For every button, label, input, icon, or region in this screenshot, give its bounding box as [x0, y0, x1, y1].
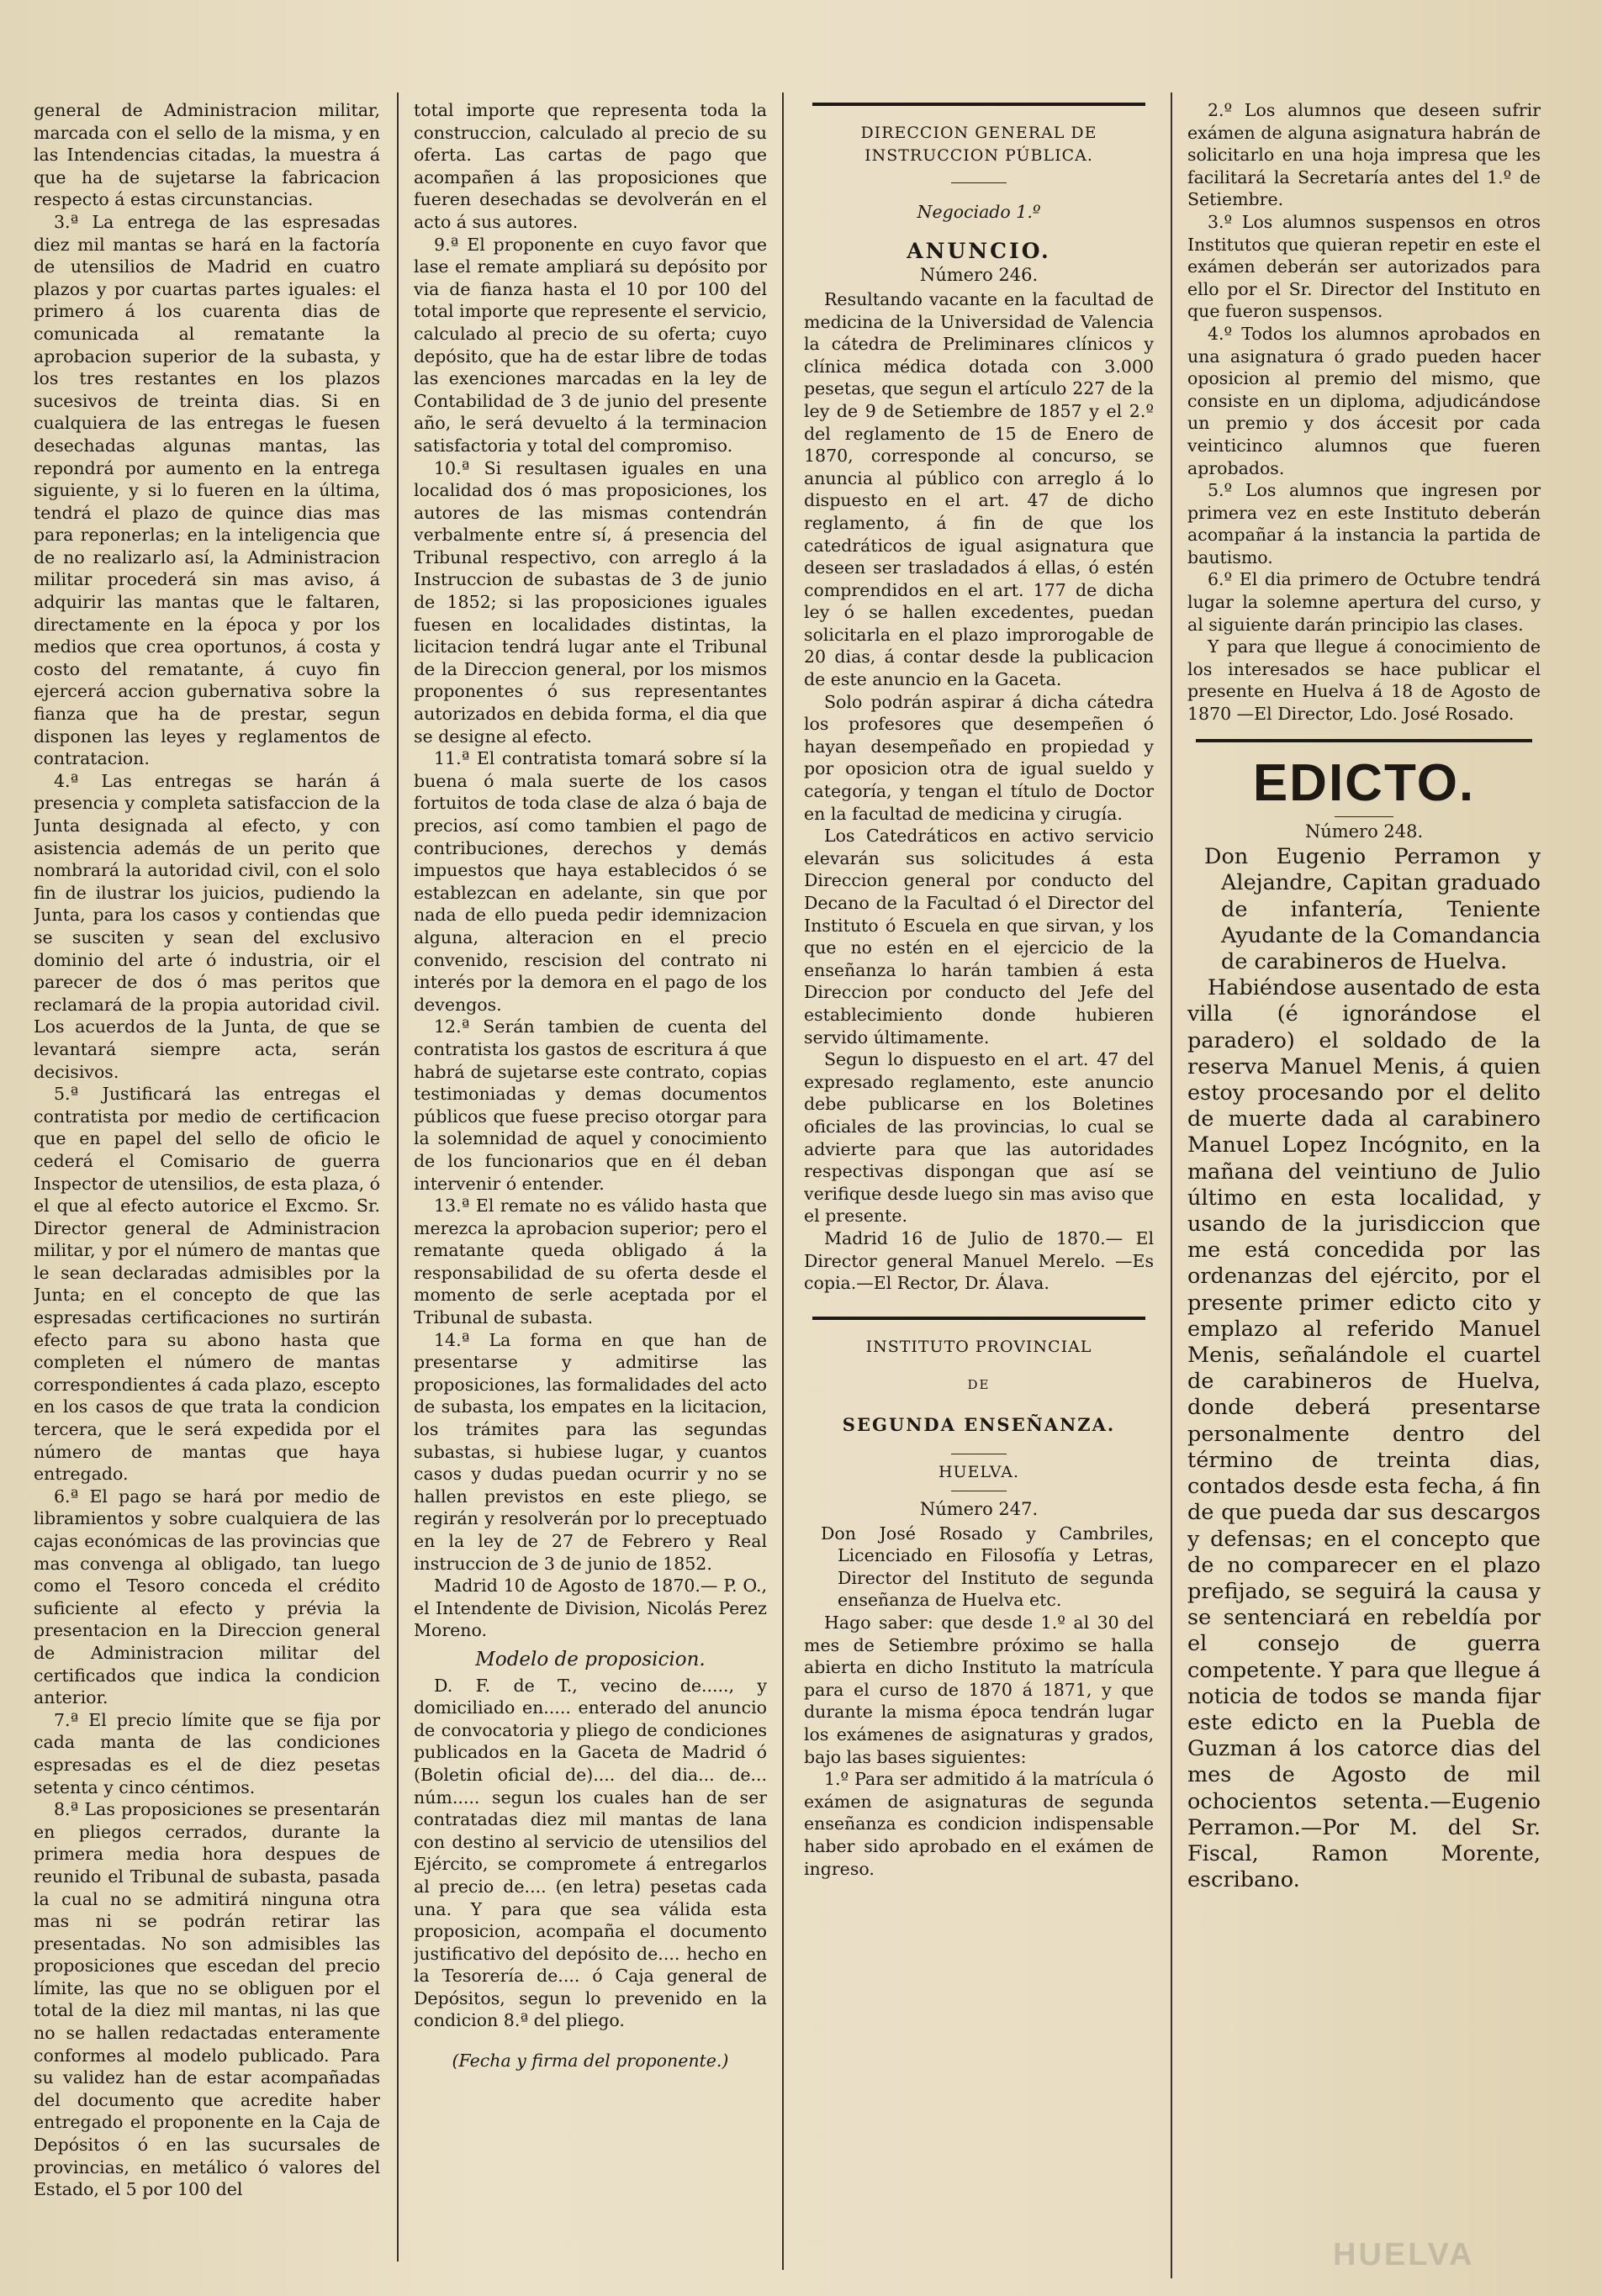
institute-title: INSTITUTO PROVINCIAL — [865, 1337, 1092, 1356]
paragraph: 9.ª El proponente en cuyo favor que lase el remate ampliará su depósito por via de fianza hasta el 10 por 100 del total importe que represente el servicio, calculado al precio de su oferta; cuyo depósito, que ha de estar libre de todas las exenciones marcadas en la ley de Contabilidad de 3 de junio del presente año, le será devuelto á la terminacion satisfactoria y total del compromiso. — [414, 234, 767, 456]
paragraph: 12.ª Serán tambien de cuenta del contratista los gastos de escritura á que habrá de sujetarse este contrato, copias testimoniadas y demas documentos públicos que fuese preciso otorgar para la solemnidad de aquel y conocimiento de los funcionarios que en él deban intervenir ó entender. — [414, 1016, 767, 1194]
paragraph: 7.ª El precio límite que se fija por cada manta de las condiciones espresadas es el de diez pesetas setenta y cinco céntimos. — [34, 1709, 380, 1797]
edicto-title: EDICTO. — [1252, 753, 1476, 812]
paragraph: total importe que representa toda la construccion, calculado al precio de su oferta. Las cartas de pago que acompañen á las proposiciones que fueren desechadas se devolverán en el acto á sus autores. — [414, 100, 767, 232]
paragraph: 5.º Los alumnos que ingresen por primera vez en este Instituto deberán acompañar á la instancia la partida de bautismo. — [1187, 480, 1541, 567]
paragraph: Madrid 16 de Julio de 1870.— El Director general Manuel Merelo. —Es copia.—El Rector, Dr. Álava. — [804, 1227, 1154, 1294]
date-line: Madrid 10 de Agosto de 1870.— P. O., el Intendente de Division, Nicolás Perez Moreno. — [414, 1576, 767, 1641]
paragraph: 11.ª El contratista tomará sobre sí la buena ó mala suerte de los casos fortuitos de toda clase de alza ó baja de precios, así como tambien el pago de contribuciones, derechos y demás impuestos que haya establecidos ó se establezcan en adelante, sin que por nada de ello pueda pedir idemnizacion alguna, alteracion en el precio convenido, rescision del contrato ni interés por la demora en el pago de los devengos. — [414, 748, 767, 1015]
paragraph: 4.º Todos los alumnos aprobados en una asignatura ó grado pueden hacer oposicion al premio del mismo, que consiste en un diploma, adjudicándose un premio y dos áccesit por cada veinticinco alumnos que fueren aprobados. — [1187, 323, 1541, 478]
paragraph: 8.ª Las proposiciones se presentarán en pliegos cerrados, durante la primera media hora despues de reunido el Tribunal de subasta, pasada la cual no se admitirá ninguna otra mas ni se podrán retirar las presentadas. No son admisibles las proposiciones que escedan del precio límite, las que no se obliguen por el total de la diez mil mantas, ni las que no se hallen redactadas enteramente conformes al modelo publicado. Para su validez han de estar acompañadas del documento que acredite haber entregado el proponente en la Caja de Depósitos ó en las sucursales de provincias, en metálico ó valores del Estado, el 5 por 100 del — [34, 1799, 380, 2200]
paragraph: 6.º El dia primero de Octubre tendrá lugar la solemne apertura del curso, y al siguiente darán principio las clases. — [1187, 569, 1541, 635]
section-rule — [1196, 739, 1532, 742]
paragraph: 5.ª Justificará las entregas el contratista por medio de certificacion que en papel del sello de oficio le cederá el Comisario de guerra Inspector de utensilios, de esta plaza, ó el que al efecto autorice el Excmo. Sr. Director general de Administracion militar, y por el número de mantas que le sean declaradas admisibles por la Junta; en el concepto de que las espresadas certificaciones no surtirán efecto para su abono hasta que completen el número de mantas correspondientes á cada plazo, escepto en los casos de que trata la condicion tercera, que le será expedida por el número de mantas que haya entregado. — [34, 1084, 380, 1485]
paragraph: 4.ª Las entregas se harán á presencia y completa satisfaccion de la Junta designada al efecto, y con asistencia además de un perito que nombrará la autoridad civil, con el solo fin de ilustrar los juicios, pudiendo la Junta, para los casos y contiendas que se susciten y sean del exclusivo dominio del arte ó industria, oir el parecer de dos ó mas peritos que reclamará de la propia autoridad civil. Los acuerdos de la Junta, de que se levantará siempre acta, serán decisivos. — [34, 770, 380, 1082]
paragraph: 1.º Para ser admitido á la matrícula ó exámen de asignaturas de segunda enseñanza es condicion indispensable haber sido aprobado en el exámen de ingreso. — [804, 1769, 1154, 1879]
paragraph: Hago saber: que desde 1.º al 30 del mes de Setiembre próximo se halla abierta en dicho Instituto la matrícula para el curso de 1870 á 1871, y que durante la misma época tendrán lugar los exámenes de asignaturas y grados, bajo las bases siguientes: — [804, 1612, 1154, 1767]
anuncio-title: ANUNCIO. — [907, 238, 1051, 263]
column-4 — [1187, 99, 1541, 2251]
paragraph: Solo podrán aspirar á dicha cátedra los profesores que desempeñen ó hayan desempeñado en propiedad y por oposicion otra de igual sueldo y categoría, y tengan el título de Doctor en la facultad de medicina y cirugía. — [804, 691, 1154, 824]
paragraph: 14.ª La forma en que han de presentarse y admitirse las proposiciones, las formalidades del acto de subasta, los empates en la licitacion, los trámites para las segundas subastas, si hubiese lugar, y cuantos casos y dudas puedan ocurrir y no se hallen previstos en este pliego, se regirán y resolverán por lo preceptuado en la ley de 27 de Febrero y Real instruccion de 3 de junio de 1852. — [414, 1329, 767, 1574]
paragraph: 10.ª Si resultasen iguales en una localidad dos ó mas proposiciones, los autores de las mismas contendrán verbalmente entre sí, á presencia del Tribunal respectivo, con arreglo á la Instruccion de subastas de 3 de junio de 1852; si las proposiciones iguales fuesen en localidades distintas, la licitacion tendrá lugar ante el Tribunal de la Direccion general, por los mismos proponentes ó sus representantes autorizados en debida forma, el dia que se designe al efecto. — [414, 457, 767, 747]
modelo-signature: (Fecha y firma del proponente.) — [452, 2050, 729, 2071]
paragraph: 3.º Los alumnos suspensos en otros Institutos que quieran repetir en este el exámen deberán ser autorizados para ello por el Sr. Director del Instituto en que fueron suspensos. — [1187, 211, 1541, 322]
numero: Número 247. — [919, 1499, 1039, 1520]
paragraph: 3.ª La entrega de las espresadas diez mil mantas se hará en la factoría de utensilios de Madrid en cuatro plazos y por cuartas partes iguales: el primero á los cuarenta dias de comunicada al rematante la aprobacion superior de la subasta, y los tres restantes en los plazos sucesivos de treinta dias. Si en cualquiera de las entregas le fuesen desechadas algunas mantas, las repondrá por aumento en la entrega siguiente, y si lo fueren en la última, tendrá el plazo de quince dias mas para reponerlas; en la inteligencia que de no realizarlo así, la Administracion militar procederá sin mas aviso, á adquirir las mantas que le faltaren, directamente en la época y por los medios que crea oportunos, á costa y costo del rematante, á cuyo fin ejercerá accion gubernativa sobre la fianza que ha de prestar, segun disponen las leyes y reglamentos de contratacion. — [34, 211, 380, 769]
numero: Número 246. — [919, 265, 1039, 286]
short-rule — [951, 182, 1007, 183]
column-3 — [804, 99, 1154, 2251]
section-header: DIRECCION GENERAL DE INSTRUCCION PÚBLICA. — [860, 124, 1097, 165]
paragraph: Segun lo dispuesto en el art. 47 del expresado reglamento, este anuncio debe publicarse en los Boletines oficiales de las provincias, lo cual se advierte para que las autoridades respectivas dispongan que así se verifique desde luego sin mas aviso que el presente. — [804, 1049, 1154, 1227]
short-rule — [1335, 816, 1393, 817]
numero: Número 248. — [1304, 821, 1424, 842]
column-2 — [414, 99, 767, 2235]
director-intro: Don José Rosado y Cambriles, Licenciado en Filosofía y Letras, Director del Instituto de segunda enseñanza de Huelva etc. — [821, 1523, 1154, 1611]
institute-city: HUELVA. — [938, 1463, 1019, 1482]
paragraph: 2.º Los alumnos que deseen sufrir exámen de alguna asignatura habrán de solicitarlo en una hoja impresa que les facilitará la Secretaría antes del 1.º de Setiembre. — [1187, 100, 1541, 210]
edicto-text: Habiéndose ausentado de esta villa (é ignorándose el paradero) el soldado de la reserva Manuel Menis, á quien estoy procesando por el delito de muerte dada al carabinero Manuel Lopez Incógnito, en la mañana del veintiuno de Julio último en esta localidad, y usando de la jurisdiccion que me está concedida por las ordenanzas del ejército, por el presente primer edicto cito y emplazo al referido Manuel Menis, señalándole el cuartel de carabineros de Huelva, donde deberá presentarse personalmente dentro del término de treinta dias, contados desde esta fecha, á fin de que pueda dar sus descargos y defensas; en el concepto que de no comparecer en el plazo prefijado, se seguirá la causa y se sentenciará en rebeldía por el consejo de guerra competente. Y para que llegue á noticia de todos se manda fijar este edicto en la Puebla de Guzman á los catorce dias del mes de Agosto de mil ochocientos setenta.—Eugenio Perramon.—Por M. del Sr. Fiscal, Ramon Morente, escribano. — [1187, 975, 1541, 1893]
modelo-title: Modelo de proposicion. — [475, 1648, 706, 1671]
modelo-text: D. F. de T., vecino de....., y domiciliado en..... enterado del anuncio de convocatoria y pliego de condiciones publicados en la Gaceta de Madrid ó (Boletin oficial de).... del dia... de... núm..... segun los cuales han de ser contratadas diez mil mantas de lana con destino al servicio de utensilios del Ejército, se compromete á entregarlos al precio de.... (en letra) pesetas cada una. Y para que sea válida esta proposicion, acompaña el documento justificativo del depósito de.... hecho en la Tesorería de.... ó Caja general de Depósitos, segun lo prevenido en la condicion 8.ª del pliego. — [414, 1675, 767, 2031]
paragraph: Los Catedráticos en activo servicio elevarán sus solicitudes á esta Direccion general por conducto del Decano de la Facultad ó el Director del Instituto ó Escuela en que sirvan, y los que no estén en el ejercicio de la enseñanza lo harán tambien á esta Direccion por conducto del Jefe del establecimiento donde hubieren servido últimamente. — [804, 826, 1154, 1048]
paragraph: Y para que llegue á conocimiento de los interesados se hace publicar el presente en Huelva á 18 de Agosto de 1870 —El Director, Ldo. José Rosado. — [1187, 636, 1541, 725]
institute-subtitle: SEGUNDA ENSEÑANZA. — [842, 1413, 1116, 1435]
edicto-intro: Don Eugenio Perramon y Alejandre, Capitan graduado de infantería, Teniente Ayudante de la Comandancia de carabineros de Huelva. — [1204, 844, 1541, 975]
section-rule — [812, 1317, 1145, 1320]
paragraph: 6.ª El pago se hará por medio de libramientos y sobre cualquiera de las cajas económicas de las provincias que mas convenga al obligado, tan luego como el Tesoro conceda el crédito suficiente al efecto y prévia la presentacion en la Direccion general de Administracion militar del certificados que indica la condicion anterior. — [34, 1486, 380, 1708]
paragraph: general de Administracion militar, marcada con el sello de la misma, y en las Intendencias citadas, la muestra á que ha de sujetarse la fabricacion respecto á estas circunstancias. — [34, 100, 380, 210]
archive-watermark — [1333, 2237, 1526, 2279]
column-divider — [1171, 92, 1172, 2278]
column-divider — [782, 92, 784, 2270]
watermark-text: HUELVA — [1333, 2237, 1475, 2272]
column-1 — [34, 99, 380, 2226]
negociado: Negociado 1.º — [917, 201, 1041, 222]
paragraph: Resultando vacante en la facultad de medicina de la Universidad de Valencia la cátedra de Preliminares clínicos y clínica médica dotada con 3.000 pesetas, que segun el artículo 227 de la ley de 9 de Setiembre de 1857 y el 2.º del reglamento de 15 de Enero de 1870, corresponde al concurso, se anuncia al público con arreglo á lo dispuesto en el art. 47 de dicho reglamento, á fin de que los catedráticos de igual asignatura que deseen ser trasladados á ellas, ó estén comprendidos en el art. 177 de dicha ley ó se hallen excedentes, puedan solicitarla en el plazo improrogable de 20 dias, á contar desde la publicacion de este anuncio en la Gaceta. — [804, 288, 1154, 690]
column-divider — [397, 92, 399, 2262]
institute-de: DE — [967, 1377, 991, 1393]
paragraph: 13.ª El remate no es válido hasta que merezca la aprobacion superior; pero el rematante queda obligado á la responsabilidad de su oferta desde el momento de serle aceptada por el Tribunal de subasta. — [414, 1196, 767, 1328]
section-rule — [812, 103, 1145, 106]
